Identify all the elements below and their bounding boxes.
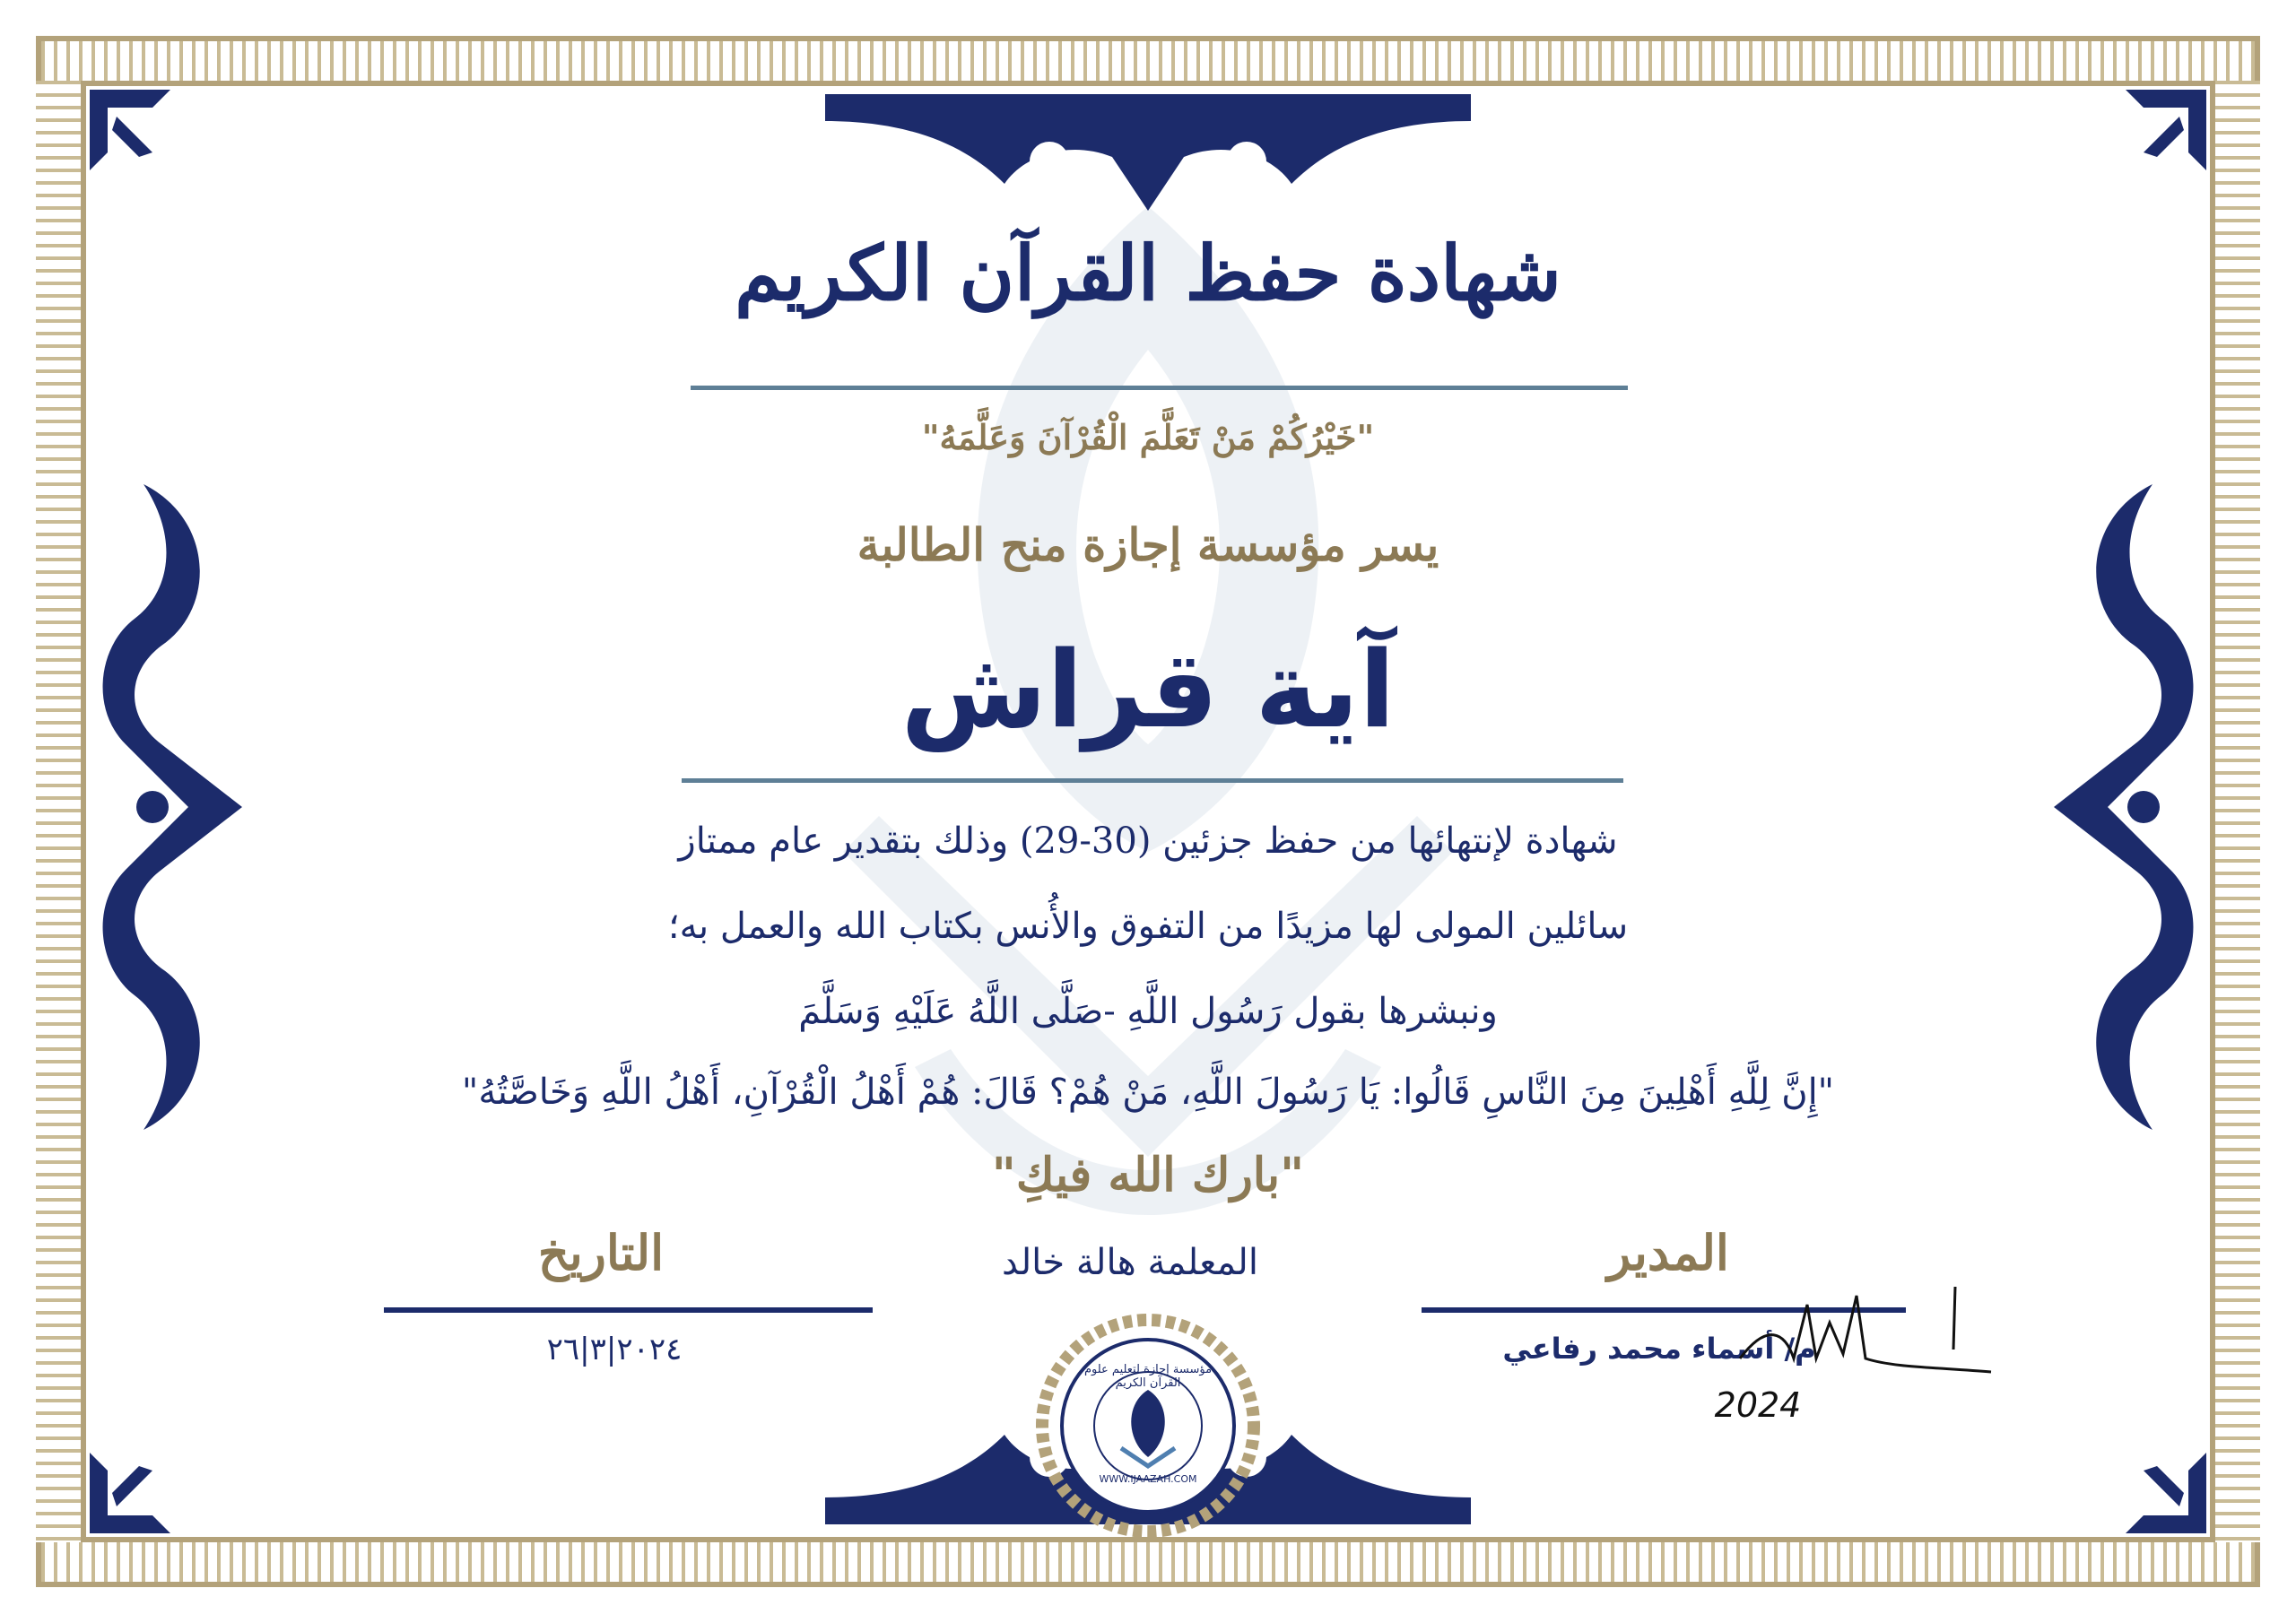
director-label: المدير xyxy=(1607,1224,1729,1281)
student-name: آية قراش xyxy=(900,628,1396,751)
body-line-3: ونبشرها بقول رَسُول اللَّهِ -صَلَّى اللَّهُ عَلَيْهِ وَسَلَّمَ xyxy=(798,991,1498,1032)
left-side-ornament xyxy=(90,484,242,1130)
signature-year: 2024 xyxy=(1714,1385,1802,1425)
seal-url: WWW.IJAAZAH.COM xyxy=(1099,1473,1197,1485)
institution-seal xyxy=(1036,1314,1260,1538)
corner-ornament-bottom-right xyxy=(2126,1453,2206,1533)
teacher-name: المعلمة هالة خالد xyxy=(1002,1242,1258,1283)
date-label: التاريخ xyxy=(537,1224,665,1281)
blessing-line: "بارك الله فيكِ" xyxy=(991,1148,1305,1202)
presents-line: يسر مؤسسة إجازة منح الطالبة xyxy=(857,518,1439,571)
director-name: م/ أسماء محمد رفاعي xyxy=(1502,1332,1816,1366)
corner-ornament-top-right xyxy=(2126,90,2206,170)
corner-ornament-top-left xyxy=(90,90,170,170)
body-line-2: سائلين المولى لها مزيدًا من التفوق والأُنس بكتاب الله والعمل به؛ xyxy=(667,906,1629,947)
corner-ornament-bottom-left xyxy=(90,1453,170,1533)
top-ornament xyxy=(825,85,1471,220)
name-underline xyxy=(682,778,1623,783)
date-line xyxy=(384,1307,873,1313)
hadith-quote: "خَيْرُكُمْ مَنْ تَعَلَّمَ الْقُرْآنَ وَعَلَّمَهُ" xyxy=(921,417,1375,457)
date-value: ٢٠٢٤|٣|٢٦ xyxy=(546,1332,683,1367)
laurel-icon xyxy=(1036,1314,1260,1538)
seal-ring-text: مؤسسة إجازة لتعليم علوم القرآن الكريم xyxy=(1083,1363,1213,1390)
title-underline xyxy=(691,386,1628,390)
body-line-4: "إِنَّ لِلَّهِ أَهْلِينَ مِنَ النَّاسِ قَالُوا: يَا رَسُولَ اللَّهِ، مَنْ هُمْ؟ قَالَ: هُمْ أَهْلُ الْقُرْآنِ، أَهْلُ اللَّهِ وَخَاصَّتُهُ" xyxy=(461,1072,1835,1113)
body-line-1: شهادة لإنتهائها من حفظ جزئين (30-29) وذلك بتقدير عام ممتاز xyxy=(678,820,1618,862)
right-side-ornament xyxy=(2054,484,2206,1130)
certificate-title: شهادة حفظ القرآن الكريم xyxy=(735,229,1561,317)
